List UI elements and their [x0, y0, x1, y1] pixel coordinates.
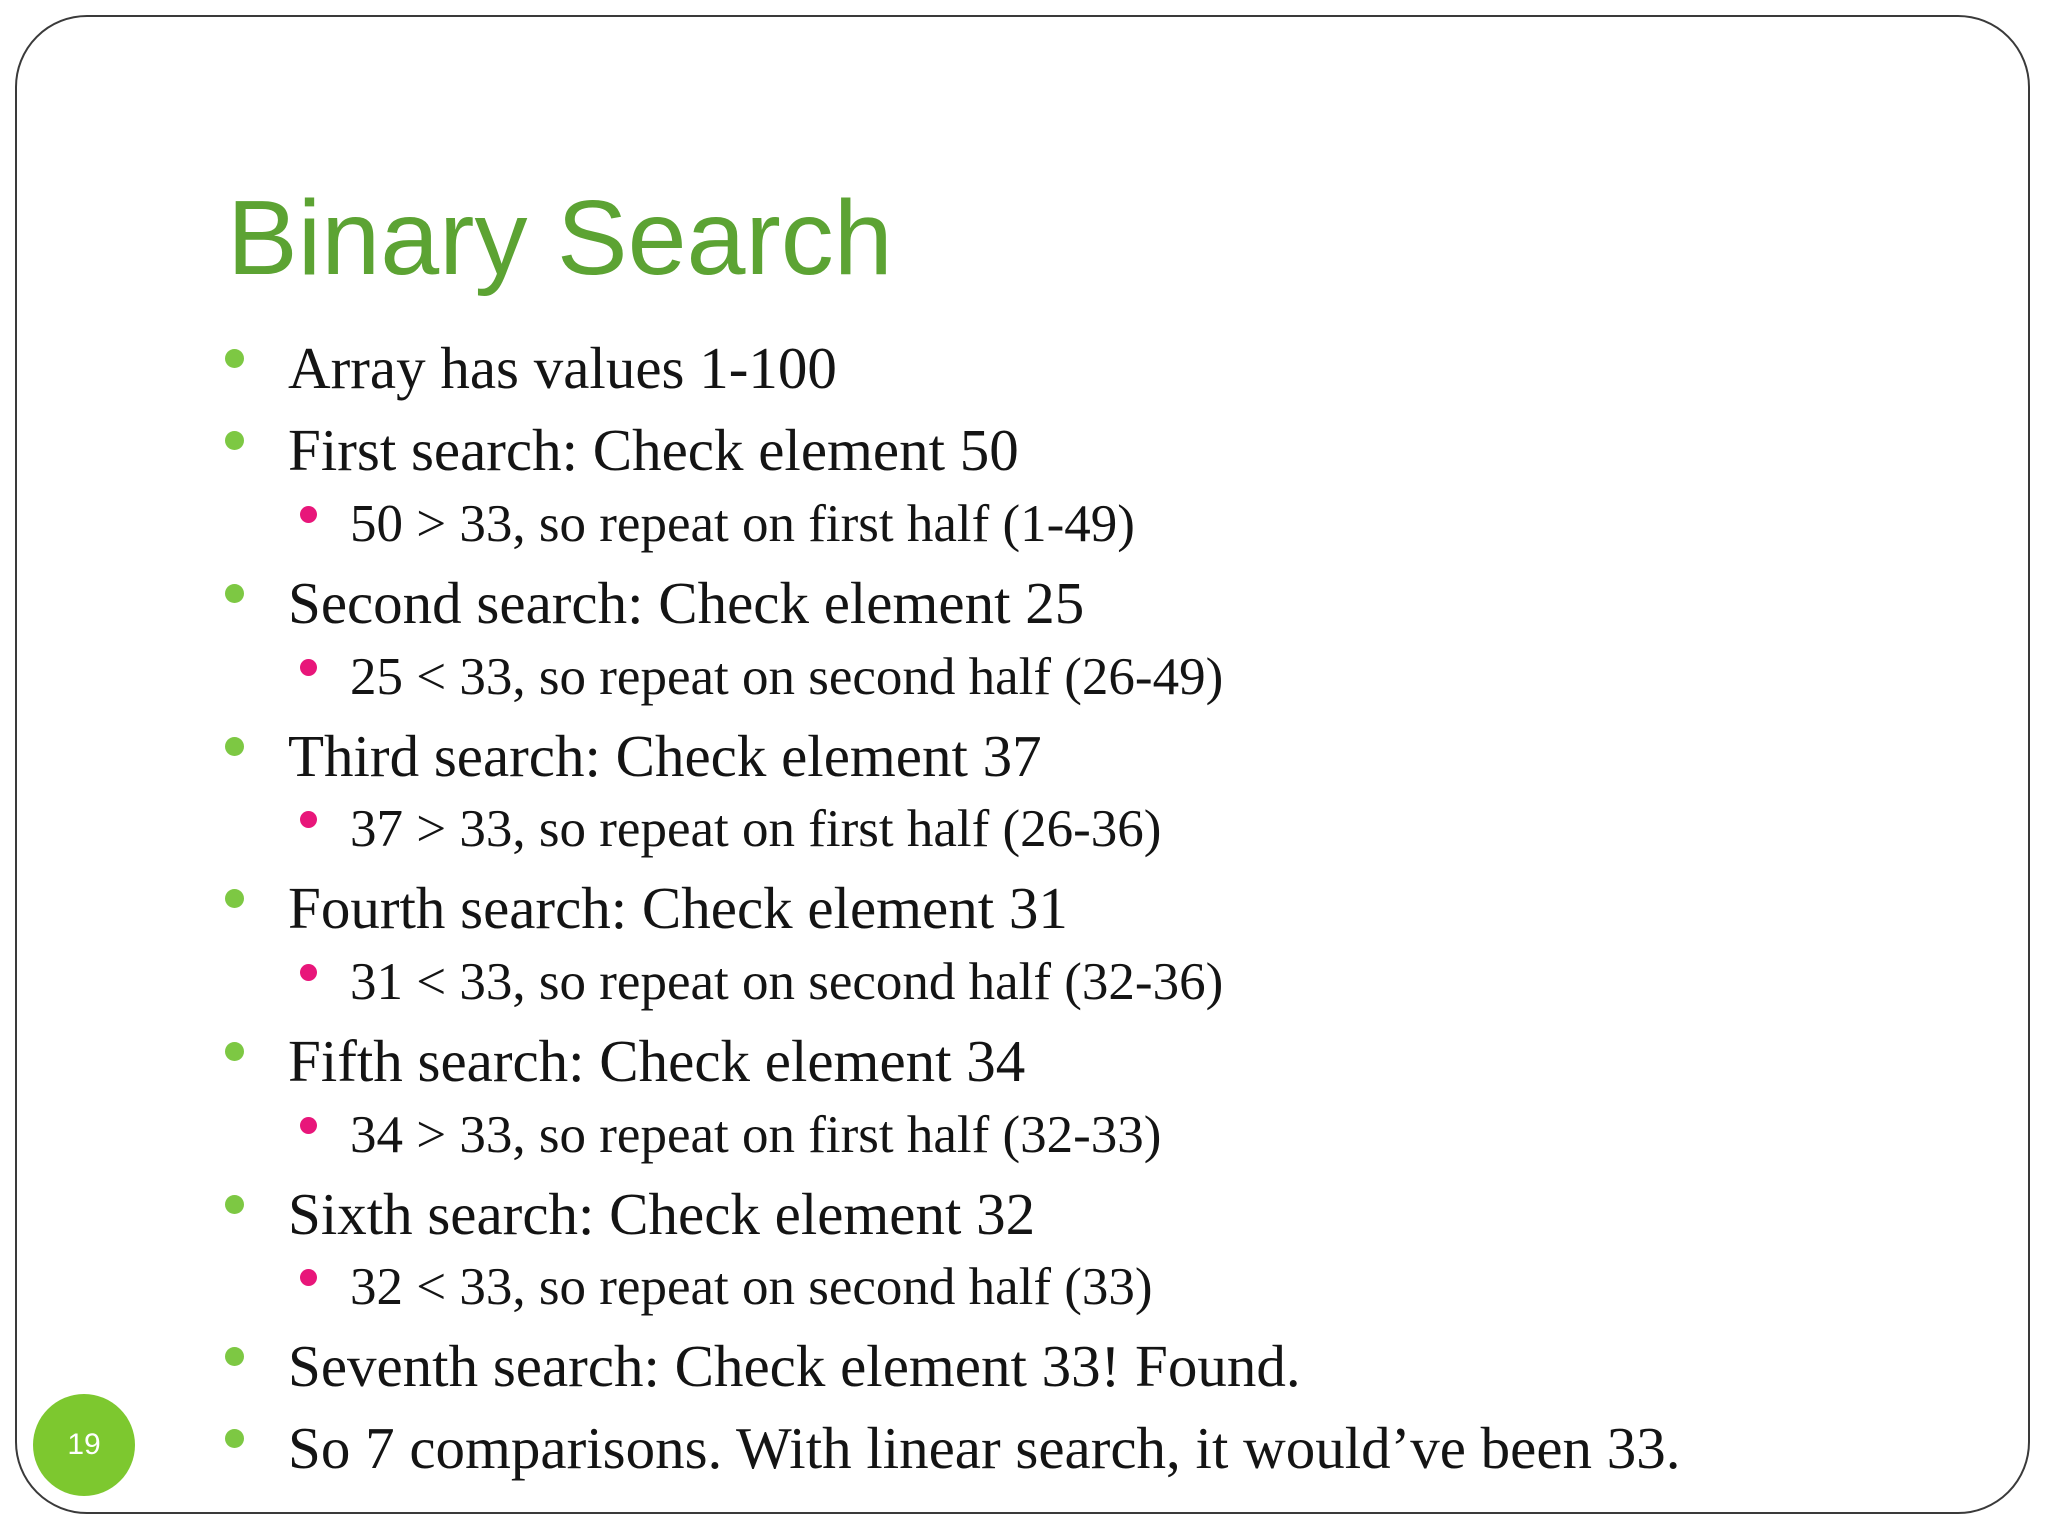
sub-bullet-item: [350, 951, 1223, 1013]
slide-title: Binary Search: [227, 179, 893, 297]
bullet-dot-icon: [225, 1347, 244, 1366]
bullet-item: [288, 873, 1068, 943]
sub-bullet-item: [350, 493, 1135, 555]
bullet-dot-icon: [225, 349, 244, 368]
sub-bullet-dot-icon: [300, 1269, 317, 1286]
bullet-item: [288, 1331, 1301, 1401]
sub-bullet-item: [350, 1256, 1153, 1318]
bullet-text: Array has values 1-100: [288, 335, 837, 401]
bullet-dot-icon: [225, 584, 244, 603]
bullet-item: [288, 1179, 1035, 1249]
bullet-text: Second search: Check element 25: [288, 570, 1085, 636]
bullet-item: [288, 415, 1019, 485]
bullet-dot-icon: [225, 1195, 244, 1214]
sub-bullet-text: 50 > 33, so repeat on first half (1-49): [350, 495, 1135, 553]
sub-bullet-text: 25 < 33, so repeat on second half (26-49): [350, 648, 1224, 706]
bullet-dot-icon: [225, 431, 244, 450]
bullet-item: [288, 568, 1084, 638]
bullet-text: Fourth search: Check element 31: [288, 875, 1068, 941]
sub-bullet-text: 37 > 33, so repeat on first half (26-36): [350, 800, 1162, 858]
bullet-item: [288, 721, 1042, 791]
bullet-item: [288, 1026, 1025, 1096]
page-number-badge: 19: [33, 1394, 135, 1496]
bullet-dot-icon: [225, 889, 244, 908]
bullet-dot-icon: [225, 737, 244, 756]
sub-bullet-text: 31 < 33, so repeat on second half (32-36): [350, 953, 1224, 1011]
sub-bullet-dot-icon: [300, 811, 317, 828]
bullet-item: [288, 1413, 1681, 1483]
sub-bullet-item: [350, 798, 1161, 860]
sub-bullet-text: 34 > 33, so repeat on first half (32-33): [350, 1106, 1162, 1164]
bullet-text: Sixth search: Check element 32: [288, 1181, 1036, 1247]
sub-bullet-dot-icon: [300, 1117, 317, 1134]
sub-bullet-dot-icon: [300, 506, 317, 523]
sub-bullet-item: [350, 646, 1223, 708]
bullet-dot-icon: [225, 1042, 244, 1061]
sub-bullet-dot-icon: [300, 964, 317, 981]
bullet-text: Third search: Check element 37: [288, 723, 1042, 789]
bullet-text: Seventh search: Check element 33! Found.: [288, 1333, 1301, 1399]
bullet-dot-icon: [225, 1429, 244, 1448]
sub-bullet-dot-icon: [300, 659, 317, 676]
sub-bullet-text: 32 < 33, so repeat on second half (33): [350, 1258, 1153, 1316]
sub-bullet-item: [350, 1104, 1161, 1166]
bullet-item: [288, 333, 837, 403]
bullet-text: So 7 comparisons. With linear search, it would’ve been 33.: [288, 1415, 1681, 1481]
bullet-text: First search: Check element 50: [288, 417, 1019, 483]
bullet-text: Fifth search: Check element 34: [288, 1028, 1026, 1094]
